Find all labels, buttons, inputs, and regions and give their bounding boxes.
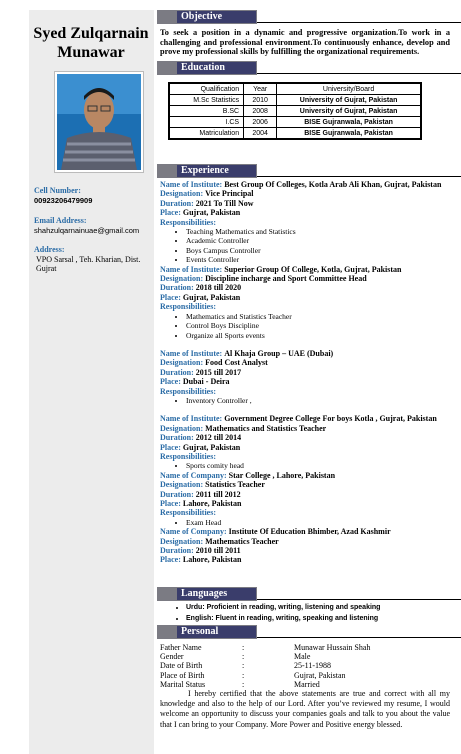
field-value: 25-11-1988 <box>294 661 332 671</box>
designation-value: Discipline incharge and Sport Committee Head <box>205 274 367 284</box>
designation-value: Food Cost Analyst <box>205 358 268 368</box>
designation-label: Designation: <box>160 189 204 199</box>
personal-row <box>160 671 370 680</box>
separator: : <box>242 652 245 662</box>
responsibilities-list <box>160 396 460 405</box>
experience-entry <box>160 414 460 470</box>
institute-name: Star College , Lahore, Pakistan <box>228 470 336 480</box>
personal-info <box>160 643 370 689</box>
field-label: Gender <box>160 652 184 662</box>
institute-name: Superior Group Of College, Kotla, Gujrat, Pakistan <box>224 264 402 274</box>
table-cell: 2008 <box>244 106 277 117</box>
personal-row <box>160 661 370 670</box>
section-title: Experience <box>177 165 256 177</box>
duration-value: 2011 till 2012 <box>195 489 241 499</box>
table-row <box>169 106 421 117</box>
personal-row <box>160 643 370 652</box>
place-value: Dubai - Deira <box>182 377 230 387</box>
place-value: Gujrat, Pakistan <box>182 442 241 452</box>
table-cell: University of Gujrat, Pakistan <box>277 106 421 117</box>
email-value[interactable]: shahzulqarnainuae@gmail.com <box>34 225 140 235</box>
responsibilities-label: Responsibilities: <box>160 451 217 461</box>
section-title: Personal <box>177 626 256 638</box>
table-header-row <box>169 83 421 95</box>
designation-label: Designation: <box>160 480 204 490</box>
list-item: • Sports comity head <box>186 461 460 470</box>
place-value: Gujrat, Pakistan <box>182 208 241 218</box>
table-row <box>169 117 421 128</box>
experience-entry <box>160 349 460 405</box>
column-header: Year <box>244 83 277 95</box>
place-label: Place: <box>160 442 181 452</box>
place-value: Lahore, Pakistan <box>182 555 242 565</box>
list-item: • Exam Head <box>186 518 460 527</box>
institute-name: Best Group Of Colleges, Kotla Arab Ali Khan, Gujrat, Pakistan <box>224 180 442 189</box>
table-cell: BISE Gujranwala, Pakistan <box>277 117 421 128</box>
separator: : <box>242 661 245 671</box>
field-label: Place of Birth <box>160 670 205 680</box>
place-label: Place: <box>160 377 181 387</box>
cell-number-value: 00923206479909 <box>34 195 93 205</box>
section-title: Languages <box>177 588 256 600</box>
institute-label: Name of Institute: <box>160 180 223 189</box>
list-item: • Inventory Controller , <box>186 396 460 405</box>
separator: : <box>242 679 245 689</box>
list-item: • Teaching Mathematics and Statistics <box>186 227 460 236</box>
institute-name: Government Degree College For boys Kotla , Gujrat, Pakistan <box>224 414 437 424</box>
field-value: Gujrat, Pakistan <box>294 670 346 680</box>
designation-value: Mathematics Teacher <box>205 536 279 546</box>
responsibilities-list <box>160 461 460 470</box>
responsibilities-label: Responsibilities: <box>160 508 217 518</box>
experience-entry <box>160 471 460 527</box>
table-cell: 2010 <box>244 95 277 106</box>
responsibilities-list <box>160 518 460 527</box>
institute-label: Name of Company: <box>160 527 227 537</box>
place-value: Gujrat, Pakistan <box>182 292 241 302</box>
responsibilities-list <box>160 312 460 340</box>
field-value: Male <box>294 652 311 662</box>
duration-label: Duration: <box>160 489 194 499</box>
languages-list <box>160 603 380 624</box>
column-header: Qualification <box>169 83 244 95</box>
candidate-name: Syed Zulqarnain Munawar <box>33 25 149 61</box>
institute-label: Name of Institute: <box>160 264 223 274</box>
field-value: Munawar Hussain Shah <box>294 643 371 652</box>
designation-value: Vice Principal <box>205 189 254 199</box>
table-cell: BISE Gujranwala, Pakistan <box>277 128 421 140</box>
duration-label: Duration: <box>160 546 194 556</box>
profile-photo <box>55 72 143 172</box>
duration-value: 2012 till 2014 <box>195 433 242 443</box>
institute-label: Name of Institute: <box>160 414 223 424</box>
list-item: • Events Controller <box>186 255 460 264</box>
list-item: • Academic Controller <box>186 236 460 245</box>
place-label: Place: <box>160 555 181 565</box>
declaration-text: I hereby certified that the above statements are true and correct with all my knowledge and also to the help of our Lord. After you’ve reviewed my resume, I would welcome an opportunity to discuss your companies goals and talk to you about the value that I can bring to your Company. More Power and Positive energy blessed. <box>160 689 450 729</box>
table-row <box>169 128 421 140</box>
list-item: • Control Boys Discipline <box>186 321 460 330</box>
address-block <box>34 245 152 274</box>
table-cell: Matriculation <box>169 128 244 140</box>
responsibilities-label: Responsibilities: <box>160 302 217 312</box>
section-title: Education <box>177 62 256 74</box>
separator: : <box>242 670 245 680</box>
responsibilities-list <box>160 227 460 265</box>
field-label: Marital Status <box>160 679 206 689</box>
education-table <box>168 82 422 140</box>
place-label: Place: <box>160 208 181 218</box>
table-cell: B.SC <box>169 106 244 117</box>
duration-label: Duration: <box>160 283 194 293</box>
table-cell: University of Gujrat, Pakistan <box>277 95 421 106</box>
email-label: Email Address: <box>34 216 87 225</box>
experience-entry <box>160 527 460 565</box>
duration-value: 2018 till 2020 <box>195 283 242 293</box>
field-value: Married <box>294 679 320 689</box>
designation-label: Designation: <box>160 423 204 433</box>
institute-label: Name of Company: <box>160 470 227 480</box>
place-label: Place: <box>160 499 181 508</box>
list-item: • Organize all Sports events <box>186 331 460 340</box>
section-title: Objective <box>177 11 256 23</box>
place-value: Lahore, Pakistan <box>182 499 242 508</box>
list-item: • Mathematics and Statistics Teacher <box>186 312 460 321</box>
responsibilities-label: Responsibilities: <box>160 217 217 227</box>
table-cell: M.Sc Statistics <box>169 95 244 106</box>
table-cell: I.CS <box>169 117 244 128</box>
table-row <box>169 95 421 106</box>
personal-row <box>160 652 370 661</box>
institute-name: Institute Of Education Bhimber, Azad Kashmir <box>228 527 391 537</box>
field-label: Date of Birth <box>160 661 203 671</box>
designation-label: Designation: <box>160 536 204 546</box>
experience-entry <box>160 265 460 340</box>
designation-value: Mathematics and Statistics Teacher <box>205 423 327 433</box>
personal-row <box>160 680 370 689</box>
email-block <box>34 216 139 235</box>
duration-value: 2010 till 2011 <box>195 546 241 556</box>
list-item: • Urdu: Proficient in reading, writing, listening and speaking <box>186 603 380 614</box>
institute-name: Al Khaja Group – UAE (Dubai) <box>224 348 334 358</box>
place-label: Place: <box>160 292 181 302</box>
list-item: • Boys Campus Controller <box>186 246 460 255</box>
table-cell: 2006 <box>244 117 277 128</box>
cell-number-label: Cell Number: <box>34 186 81 195</box>
field-label: Father Name <box>160 643 202 652</box>
experience-entry <box>160 180 460 265</box>
designation-label: Designation: <box>160 274 204 284</box>
duration-value: 2015 till 2017 <box>195 367 242 377</box>
responsibilities-label: Responsibilities: <box>160 386 217 396</box>
experience-list <box>160 180 460 565</box>
cell-number-block <box>34 186 92 205</box>
address-label: Address: <box>34 245 65 254</box>
objective-text: To seek a position in a dynamic and progressive organization.To work in a challenging and professional environment.To continuously enhance, develop and prove my professional skills by fulfilling the organizational requirements. <box>160 28 450 57</box>
address-value: VPO Sarsal , Teh. Kharian, Dist. Gujrat <box>36 254 141 273</box>
table-cell: 2004 <box>244 128 277 140</box>
list-item: • English: Fluent in reading, writing, speaking and listening <box>186 614 380 625</box>
designation-label: Designation: <box>160 358 204 368</box>
institute-label: Name of Institute: <box>160 348 223 358</box>
duration-label: Duration: <box>160 367 194 377</box>
column-header: University/Board <box>277 83 421 95</box>
duration-label: Duration: <box>160 433 194 443</box>
separator: : <box>242 643 245 652</box>
designation-value: Statistics Teacher <box>205 480 265 490</box>
duration-value: 2021 To Till Now <box>195 198 254 208</box>
duration-label: Duration: <box>160 198 194 208</box>
